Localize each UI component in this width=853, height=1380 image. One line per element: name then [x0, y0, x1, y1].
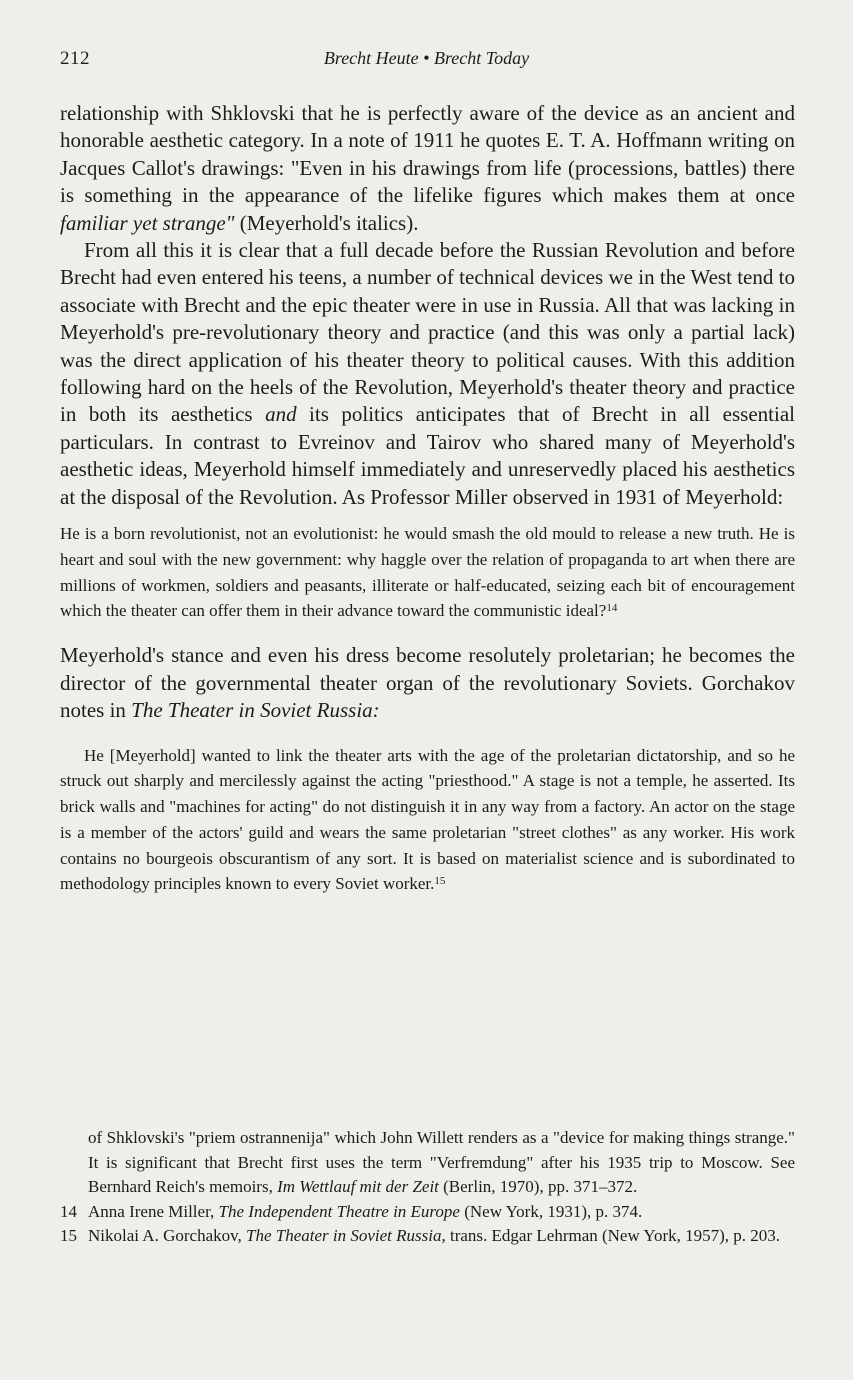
paragraph-2-italic: and	[265, 402, 297, 427]
paragraph-2-text-a: From all this it is clear that a full decade before the Russian Revolution and before Brecht had even entered his teens, a number of technical devices we in the West tend to associate with Brecht and the epic theater were in use in Russia. All that was lacking in Meyerhold's pre-revolutionary theory and practice (and this was only a partial lack) was the direct application of his theater theory to political causes. With this addition following hard on the heels of the Revolution, Meyerhold's theater theory and practice in both its aesthetics	[60, 238, 795, 427]
footnote-15	[60, 1224, 795, 1249]
block-quote-miller-text: He is a born revolutionist, not an evolutionist: he would smash the old mould to release a new truth. He is heart and soul with the new government: why haggle over the relation of propaganda to art when there are millions of workmen, soldiers and peasants, illiterate or half-educated, seizing each bit of encouragement which the theater can offer them in their advance toward the communistic ideal?	[60, 524, 795, 621]
body-text	[60, 100, 795, 897]
running-head: Brecht Heute • Brecht Today	[323, 48, 530, 68]
footnote-15-author: Nikolai A. Gorchakov,	[88, 1226, 247, 1245]
footnote-15-number: 15	[60, 1226, 77, 1245]
footnote-15-text	[88, 1224, 795, 1249]
footnote-14-title: The Independent Theatre in Europe	[218, 1201, 460, 1221]
footnote-continuation-italic: Im Wettlauf mit der Zeit	[277, 1177, 439, 1196]
paragraph-3	[60, 642, 795, 724]
paragraph-3-text: Meyerhold's stance and even his dress become resolutely proletarian; he becomes the director of the governmental theater organ of the revolutionary Soviets. Gorchakov notes in	[60, 643, 795, 723]
footnote-14-pub: (New York, 1931), p. 374.	[459, 1201, 643, 1221]
page-number: 212	[60, 48, 90, 69]
paragraph-2-text-b: its politics anticipates that of Brecht in all essential particulars. In contrast to Evreinov and Tairov who shared many of Meyerhold's aesthetic ideas, Meyerhold himself immediately and unreservedly placed his aesthetics at the disposal of the Revolution. As Professor Miller observed in 1931 of Meyerhold:	[60, 402, 795, 509]
footnote-continuation-text: of Shklovski's "priem ostrannenija" which John Willett renders as a "device for making things strange." It is significant that Brecht first uses the term "Verfremdung" after his 1935 trip to Moscow. See Bernhard Reich's memoirs,	[88, 1128, 795, 1196]
page-header	[60, 48, 793, 72]
footnotes	[60, 1126, 795, 1249]
footnote-14-text	[88, 1200, 795, 1225]
paragraph-1-end: (Meyerhold's italics).	[234, 210, 419, 235]
block-quote-gorchakov-text: He [Meyerhold] wanted to link the theater arts with the age of the proletarian dictatorship, and so he struck out sharply and mercilessly against the acting "priesthood." A stage is not a temple, he asserted. Its brick walls and "machines for acting" do not distinguish it in any way from a factory. An actor on the stage is a member of the actors' guild and wears the same proletarian "street clothes" as any worker. His work contains no bourgeois obscurantism of any sort. It is based on materialist science and is subordinated to methodology principles known to every Soviet worker.	[60, 745, 795, 894]
footnote-15-pub: trans. Edgar Lehrman (New York, 1957), p. 203.	[445, 1226, 781, 1245]
footnote-ref-14[interactable]: 14	[606, 602, 618, 615]
block-quote-gorchakov	[60, 743, 795, 898]
footnote-15-title: The Theater in Soviet Russia,	[246, 1226, 446, 1245]
footnote-continuation-end: (Berlin, 1970), pp. 371–372.	[438, 1177, 638, 1196]
paragraph-1	[60, 100, 795, 237]
footnote-continuation	[60, 1126, 795, 1200]
footnote-ref-15[interactable]: 15	[434, 875, 446, 888]
paragraph-3-italic: The Theater in Soviet Russia:	[131, 698, 380, 723]
footnote-14-number: 14	[60, 1201, 77, 1221]
paragraph-1-text: relationship with Shklovski that he is perfectly aware of the device as an ancient and honorable aesthetic category. In a note of 1911 he quotes E. T. A. Hoffmann writing on Jacques Callot's drawings: "Even in his drawings from life (processions, battles) there is something in the appearance of the lifelike figures which makes them at once	[60, 101, 795, 208]
footnote-14	[60, 1200, 795, 1225]
footnote-14-author: Anna Irene Miller,	[88, 1201, 219, 1221]
block-quote-miller	[60, 521, 795, 624]
paragraph-2	[60, 237, 795, 511]
paragraph-1-italic: familiar yet strange"	[60, 210, 235, 235]
